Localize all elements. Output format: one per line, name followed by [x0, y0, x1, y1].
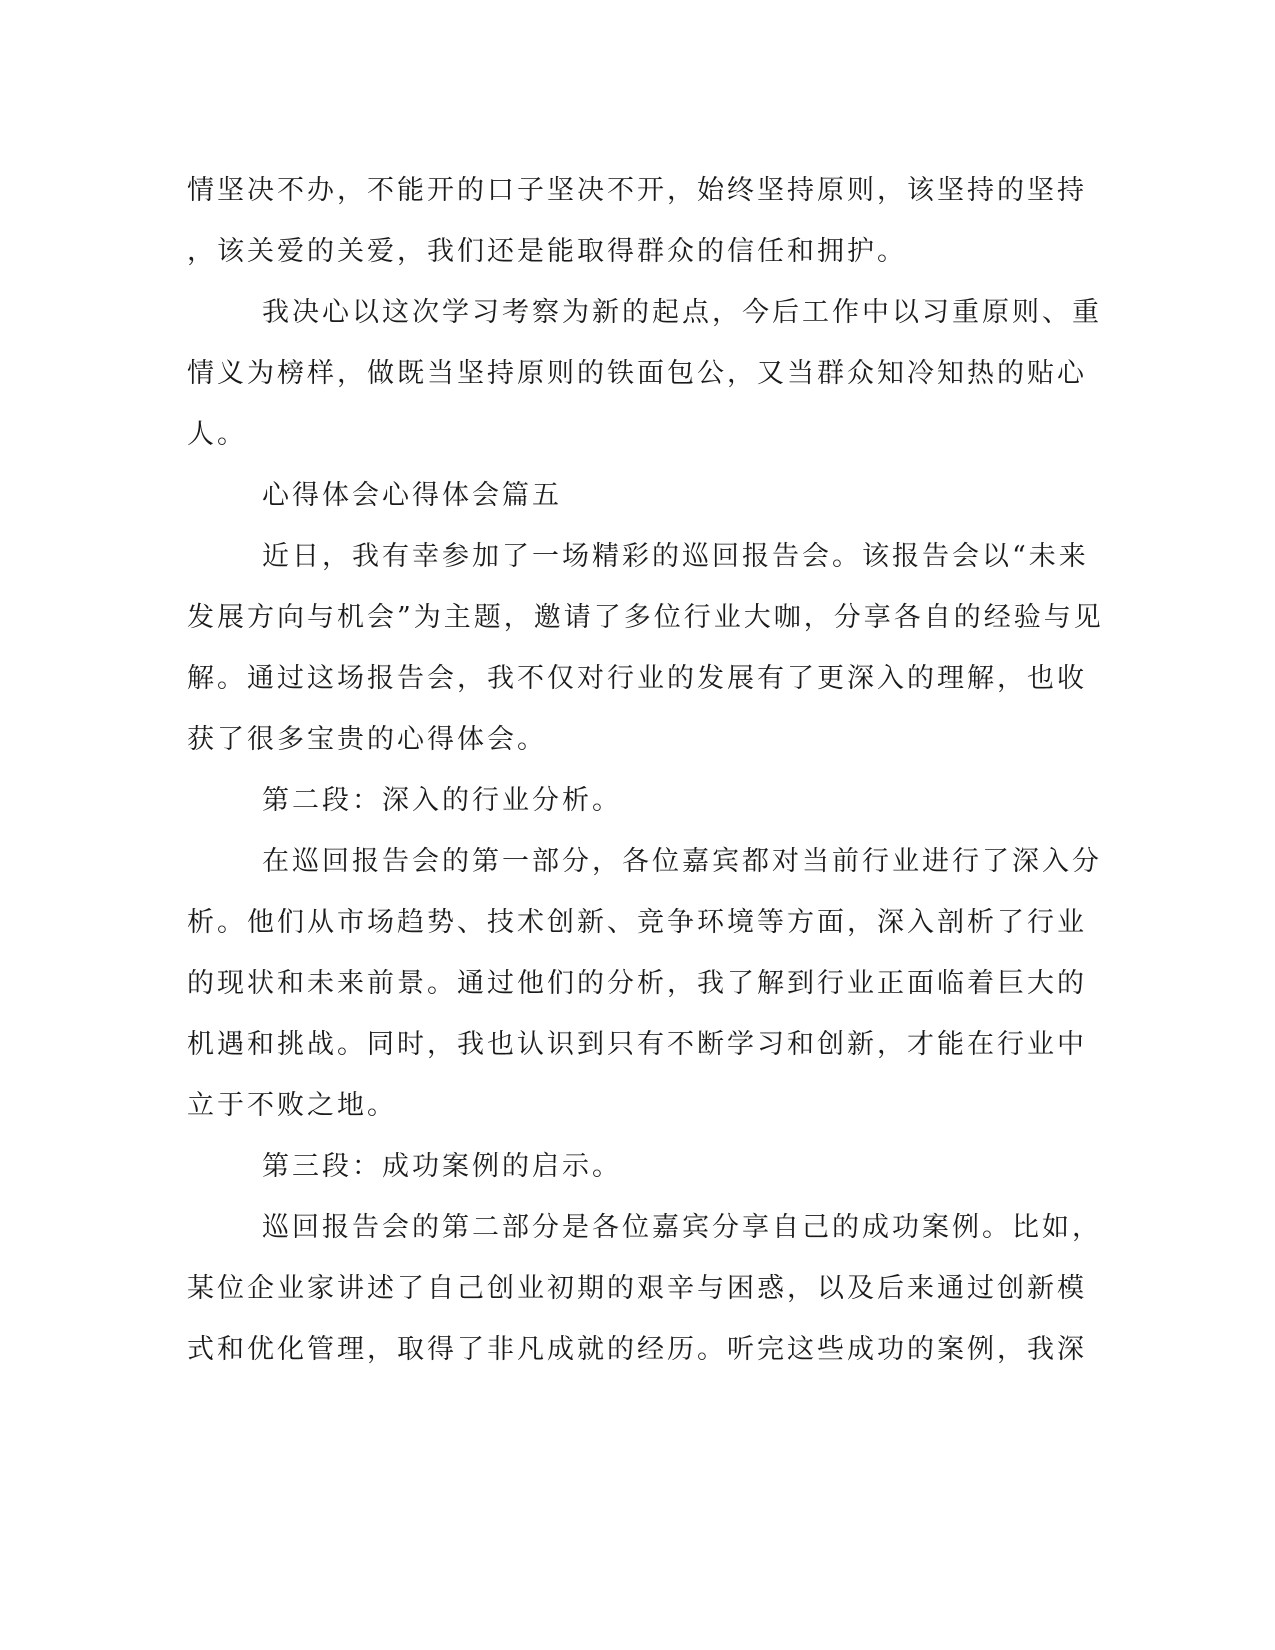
text-line: 立于不败之地。	[187, 1090, 397, 1121]
text-line: 情坚决不办，不能开的口子坚决不开，始终坚持原则，该坚持的坚持	[187, 175, 1087, 206]
body-text	[187, 160, 1104, 1380]
text-line: 某位企业家讲述了自己创业初期的艰辛与困惑，以及后来通过创新模	[187, 1273, 1087, 1304]
paragraph-start-line: 我决心以这次学习考察为新的起点，今后工作中以习重原则、重	[262, 297, 1102, 328]
section-heading: 第二段：深入的行业分析。	[262, 785, 622, 816]
text-line: 析。他们从市场趋势、技术创新、竞争环境等方面，深入剖析了行业	[187, 907, 1087, 938]
paragraph-start-line: 近日，我有幸参加了一场精彩的巡回报告会。该报告会以“未来	[262, 541, 1089, 572]
section-heading: 第三段：成功案例的启示。	[262, 1151, 622, 1182]
text-line: 机遇和挑战。同时，我也认识到只有不断学习和创新，才能在行业中	[187, 1029, 1087, 1060]
text-line: ，该关爱的关爱，我们还是能取得群众的信任和拥护。	[187, 236, 907, 267]
text-line: 情义为榜样，做既当坚持原则的铁面包公，又当群众知冷知热的贴心	[187, 358, 1087, 389]
paragraph-start-line: 在巡回报告会的第一部分，各位嘉宾都对当前行业进行了深入分	[262, 846, 1102, 877]
text-line: 的现状和未来前景。通过他们的分析，我了解到行业正面临着巨大的	[187, 968, 1087, 999]
text-line: 解。通过这场报告会，我不仅对行业的发展有了更深入的理解，也收	[187, 663, 1087, 694]
text-line: 发展方向与机会”为主题，邀请了多位行业大咖，分享各自的经验与见	[187, 602, 1104, 633]
text-line: 获了很多宝贵的心得体会。	[187, 724, 547, 755]
text-line: 人。	[187, 419, 247, 450]
text-line: 式和优化管理，取得了非凡成就的经历。听完这些成功的案例，我深	[187, 1334, 1087, 1365]
section-heading: 心得体会心得体会篇五	[262, 480, 562, 511]
paragraph-start-line: 巡回报告会的第二部分是各位嘉宾分享自己的成功案例。比如，	[262, 1212, 1102, 1243]
